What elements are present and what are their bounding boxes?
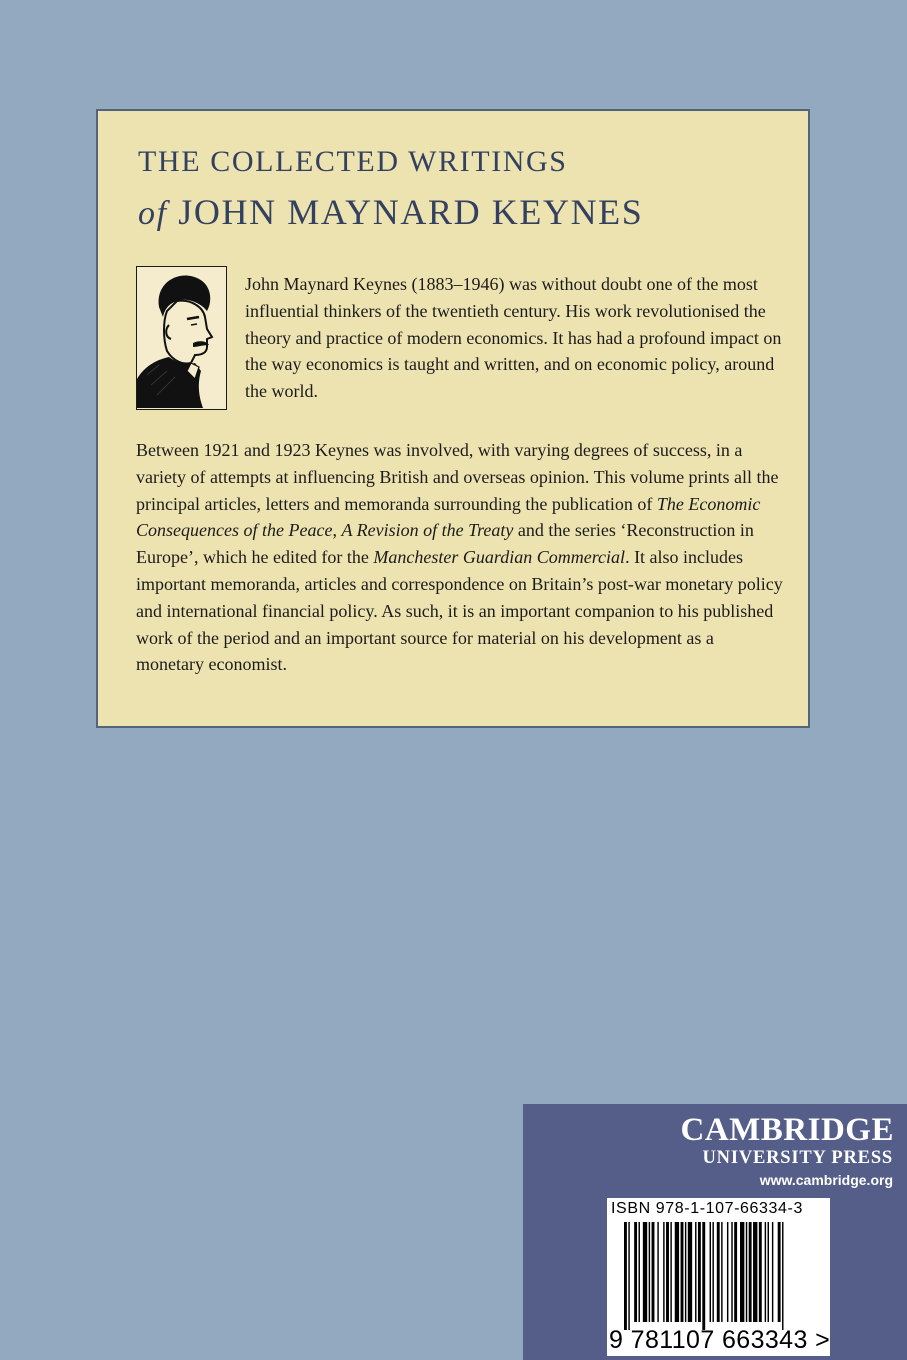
barcode-bar: [731, 1222, 732, 1322]
title-of: of: [138, 195, 168, 232]
barcode-bar: [710, 1222, 711, 1322]
barcode-bar: [746, 1222, 747, 1322]
barcode-bar: [639, 1222, 640, 1322]
barcode-bar: [712, 1222, 713, 1322]
description-panel: [96, 109, 810, 728]
author-portrait: [136, 266, 227, 410]
barcode-bar: [765, 1222, 766, 1322]
description-part-1: Between 1921 and 1923 Keynes was involved, with varying degrees of success, in a variety of attempts at influencing British and overseas opinion. This volume prints all the principal articles, letters and memoranda surrounding the publication of: [136, 440, 779, 514]
series-title: THE COLLECTED WRITINGS: [138, 145, 568, 178]
barcode-bar: [652, 1222, 655, 1322]
barcode-bar: [628, 1222, 629, 1330]
barcode-bar: [782, 1222, 783, 1330]
description-separator: ,: [332, 520, 342, 541]
barcode-bar: [624, 1222, 627, 1330]
barcode-bar: [721, 1222, 722, 1322]
newspaper-title: Manchester Guardian Commercial: [373, 547, 626, 568]
publisher-name: CAMBRIDGE: [680, 1112, 894, 1148]
barcode-bar: [734, 1222, 737, 1322]
author-title: [138, 191, 643, 233]
barcode-bar: [663, 1222, 664, 1322]
barcode-bar: [772, 1222, 773, 1322]
barcode-bar: [681, 1222, 684, 1322]
barcode-bar: [657, 1222, 658, 1322]
barcode-bar: [675, 1222, 679, 1322]
portrait-illustration: [137, 267, 225, 408]
barcode-bar: [698, 1222, 701, 1322]
isbn-label: ISBN 978-1-107-66334-3: [611, 1200, 803, 1217]
barcode-bar: [768, 1222, 769, 1322]
book-title-consequences: The Economic Consequences of the Peace: [136, 493, 761, 541]
barcode-bar: [727, 1222, 728, 1322]
barcode-bar: [695, 1222, 696, 1322]
author-name: JOHN MAYNARD KEYNES: [178, 192, 644, 232]
isbn-barcode: [607, 1198, 830, 1356]
barcode-bar: [759, 1222, 762, 1322]
barcode-bar: [717, 1222, 720, 1322]
barcode-bar: [778, 1222, 781, 1322]
publisher-url: www.cambridge.org: [759, 1172, 893, 1188]
barcode-bar: [670, 1222, 671, 1322]
volume-description: [136, 437, 786, 678]
description-part-2: and the series ‘Reconstruction in Europe’, which he edited for the: [136, 520, 754, 568]
book-title-revision: A Revision of the Treaty: [341, 520, 514, 541]
description-part-3: . It also includes important memoranda, articles and correspondence on Britain’s post-war monetary policy and international financial policy. As such, it is an important companion to his published work of the period and an important source for material on his development as a monetary economist.: [136, 547, 783, 675]
barcode-bar: [643, 1222, 647, 1322]
barcode-bar: [685, 1222, 686, 1322]
barcode-bar: [688, 1222, 692, 1322]
barcode-bar: [702, 1222, 705, 1330]
barcode-digits: 9 781107 663343 >: [609, 1326, 831, 1354]
publisher-block: [523, 1104, 907, 1360]
barcode-bar: [666, 1222, 669, 1322]
barcode-bar: [753, 1222, 757, 1322]
barcode-bar: [649, 1222, 650, 1322]
author-intro: John Maynard Keynes (1883–1946) was without doubt one of the most influential thinkers of the twentieth century. His work revolutionised the theory and practice of modern economics. It has had a profound impact on the way economics is taught and written, and on economic policy, around the world.: [245, 274, 782, 402]
barcode-bars: [610, 1222, 827, 1330]
barcode-bar: [749, 1222, 752, 1322]
barcode-bar: [634, 1222, 637, 1322]
publisher-subtitle: UNIVERSITY PRESS: [702, 1148, 893, 1168]
barcode-bar: [740, 1222, 744, 1322]
